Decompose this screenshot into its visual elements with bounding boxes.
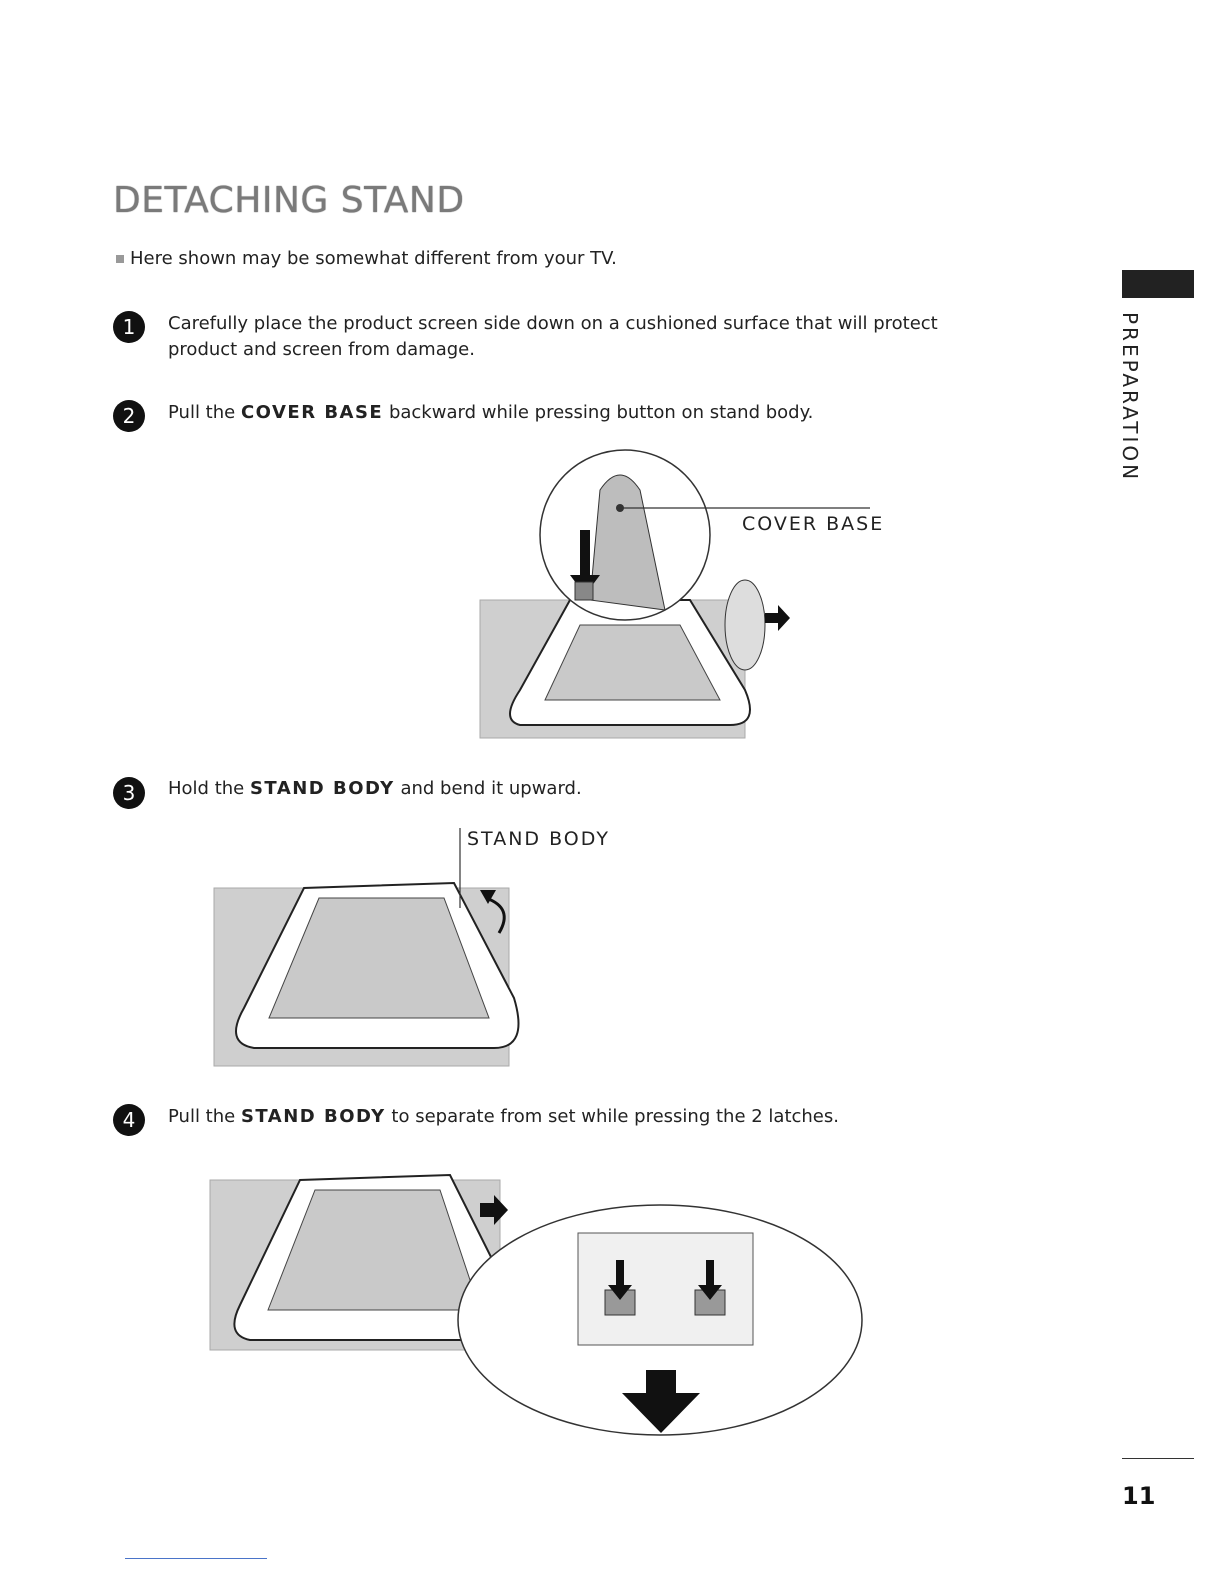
step-2-keyword: COVER BASE <box>240 402 384 423</box>
step-4-text <box>168 1104 968 1130</box>
section-label-text: PREPARATION <box>1118 312 1142 483</box>
stand-body-callout: STAND BODY <box>467 828 610 850</box>
step-3-text <box>168 776 968 802</box>
step-2-text <box>168 400 968 426</box>
stand-body-illustration <box>214 828 534 1068</box>
bullet-square-icon <box>116 255 124 263</box>
note <box>116 248 617 269</box>
section-tab-bar <box>1122 270 1194 298</box>
step-4-keyword: STAND BODY <box>240 1106 386 1127</box>
footer-rule <box>125 1558 267 1559</box>
section-label <box>1118 312 1152 483</box>
note-text: Here shown may be somewhat different from your TV. <box>130 248 617 269</box>
step-1-number: 1 <box>113 311 145 343</box>
right-arrow-icon <box>765 605 790 631</box>
step-3-number: 3 <box>113 777 145 809</box>
step-3-keyword: STAND BODY <box>249 778 395 799</box>
step-1-text: Carefully place the product screen side down on a cushioned surface that will protect product and screen from damage. <box>168 313 938 360</box>
step-4-number: 4 <box>113 1104 145 1136</box>
cover-base-illustration <box>480 450 880 740</box>
page-number: 11 <box>1122 1482 1156 1510</box>
step-4-post: to separate from set while pressing the 2 latches. <box>385 1106 839 1127</box>
step-2-number: 2 <box>113 400 145 432</box>
separate-stand-illustration <box>210 1165 870 1445</box>
step-3-post: and bend it upward. <box>394 778 582 799</box>
step-3-pre: Hold the <box>168 778 250 799</box>
step-4-pre: Pull the <box>168 1106 241 1127</box>
step-2-pre: Pull the <box>168 402 241 423</box>
page-title: DETACHING STAND <box>113 180 465 221</box>
step-2-post: backward while pressing button on stand body. <box>383 402 814 423</box>
cover-base-callout: COVER BASE <box>742 513 885 535</box>
page-number-rule <box>1122 1458 1194 1459</box>
